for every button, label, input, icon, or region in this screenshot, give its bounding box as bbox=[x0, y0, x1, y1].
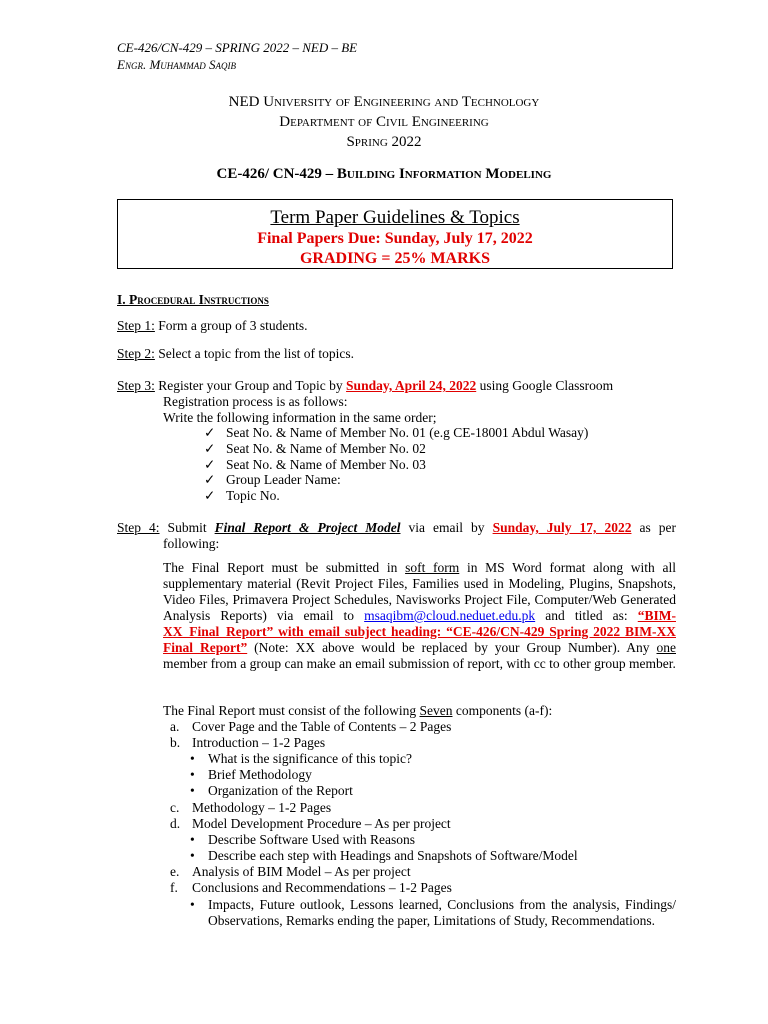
checklist-item: ✓ Seat No. & Name of Member No. 01 (e.g CE-18001 Abdul Wasay) bbox=[204, 425, 589, 440]
email-link[interactable]: msaqibm@cloud.neduet.edu.pk bbox=[364, 608, 536, 623]
bullet-item: • What is the significance of this topic? bbox=[190, 751, 412, 766]
checklist-item: ✓ Seat No. & Name of Member No. 02 bbox=[204, 441, 426, 456]
component-f: f. Conclusions and Recommendations – 1-2 Pages bbox=[170, 880, 452, 895]
step-4: Step 4: Submit Final Report & Project Model via email by Sunday, July 17, 2022 as per bbox=[117, 520, 677, 535]
component-d: d. Model Development Procedure – As per project bbox=[170, 816, 451, 831]
step4-item: Final Report & Project Model bbox=[214, 520, 401, 535]
bullet-item: • Impacts, Future outlook, Lessons learned, Conclusions from the analysis, Findings/ Observations, Remarks ending the paper, Limitations of Study, Recommendations. bbox=[190, 897, 676, 928]
check-icon: ✓ bbox=[204, 457, 216, 472]
report-title: “BIM-XX_Final_Report” with email subject heading: “CE-426/CN-429 Spring 2022 BIM-XX Final Report” bbox=[163, 608, 676, 655]
step3-line3: Write the following information in the same order; bbox=[163, 410, 437, 425]
submission-paragraph: The Final Report must be submitted in soft form in MS Word format along with all supplementary material (Revit Project Files, Families used in Modeling, Plugins, Snapshots, Video Files, Primavera Project Schedules, Navisworks Project File, Computer/Web Generated Analysis Reports) via email to msaqibm@cloud.neduet.edu.pk and titled as: “BIM-XX_Final_Report” with email subject heading: “CE-426/CN-429 Spring 2022 BIM-XX Final Report” (Note: XX above would be replaced by your Group Number). Any one member from a group can make an email submission of report, with cc to other group member. bbox=[163, 560, 676, 671]
check-icon: ✓ bbox=[204, 472, 216, 487]
header-course-line: CE-426/CN-429 – SPRING 2022 – NED – BE bbox=[117, 40, 358, 55]
checklist-item: ✓ Seat No. & Name of Member No. 03 bbox=[204, 457, 426, 472]
checklist-item: ✓ Topic No. bbox=[204, 488, 280, 503]
components-intro: The Final Report must consist of the following Seven components (a-f): bbox=[163, 703, 553, 718]
bullet-item: • Describe each step with Headings and Snapshots of Software/Model bbox=[190, 848, 578, 863]
step4-deadline: Sunday, July 17, 2022 bbox=[492, 520, 632, 535]
check-icon: ✓ bbox=[204, 441, 216, 456]
bullet-icon: • bbox=[190, 832, 195, 847]
bullet-item: • Brief Methodology bbox=[190, 767, 312, 782]
box-title: Term Paper Guidelines & Topics bbox=[270, 207, 520, 228]
bullet-icon: • bbox=[190, 767, 195, 782]
check-icon: ✓ bbox=[204, 488, 216, 503]
department-name: Department of Civil Engineering bbox=[279, 114, 489, 130]
step4-line2: following: bbox=[163, 536, 220, 551]
grading: GRADING = 25% MARKS bbox=[299, 250, 490, 267]
title-box bbox=[117, 199, 673, 269]
component-c: c. Methodology – 1-2 Pages bbox=[170, 800, 332, 815]
component-e: e. Analysis of BIM Model – As per project bbox=[170, 864, 411, 879]
bullet-item: • Describe Software Used with Reasons bbox=[190, 832, 415, 847]
step-1: Step 1: Form a group of 3 students. bbox=[117, 318, 308, 333]
section-heading: I. Procedural Instructions bbox=[117, 292, 269, 307]
bullet-icon: • bbox=[190, 897, 195, 912]
step-2: Step 2: Select a topic from the list of topics. bbox=[117, 346, 354, 361]
step3-deadline: Sunday, April 24, 2022 bbox=[346, 378, 477, 393]
institution-block bbox=[0, 92, 768, 152]
step3-line2: Registration process is as follows: bbox=[163, 394, 348, 409]
course-title: CE-426/ CN-429 – Building Information Modeling bbox=[216, 166, 552, 182]
step-3: Step 3: Register your Group and Topic by Sunday, April 24, 2022 using Google Classroom bbox=[117, 378, 614, 393]
bullet-icon: • bbox=[190, 848, 195, 863]
bullet-item: • Organization of the Report bbox=[190, 783, 353, 798]
bullet-icon: • bbox=[190, 751, 195, 766]
term-name: Spring 2022 bbox=[346, 134, 422, 150]
check-icon: ✓ bbox=[204, 425, 216, 440]
due-date: Final Papers Due: Sunday, July 17, 2022 bbox=[257, 230, 533, 247]
component-b: b. Introduction – 1-2 Pages bbox=[170, 735, 326, 750]
bullet-icon: • bbox=[190, 783, 195, 798]
component-a: a. Cover Page and the Table of Contents – 2 Pages bbox=[170, 719, 452, 734]
header-author-line: Engr. Muhammad Saqib bbox=[117, 57, 236, 72]
checklist-item: ✓ Group Leader Name: bbox=[204, 472, 341, 487]
university-name: NED University of Engineering and Technology bbox=[228, 94, 540, 110]
